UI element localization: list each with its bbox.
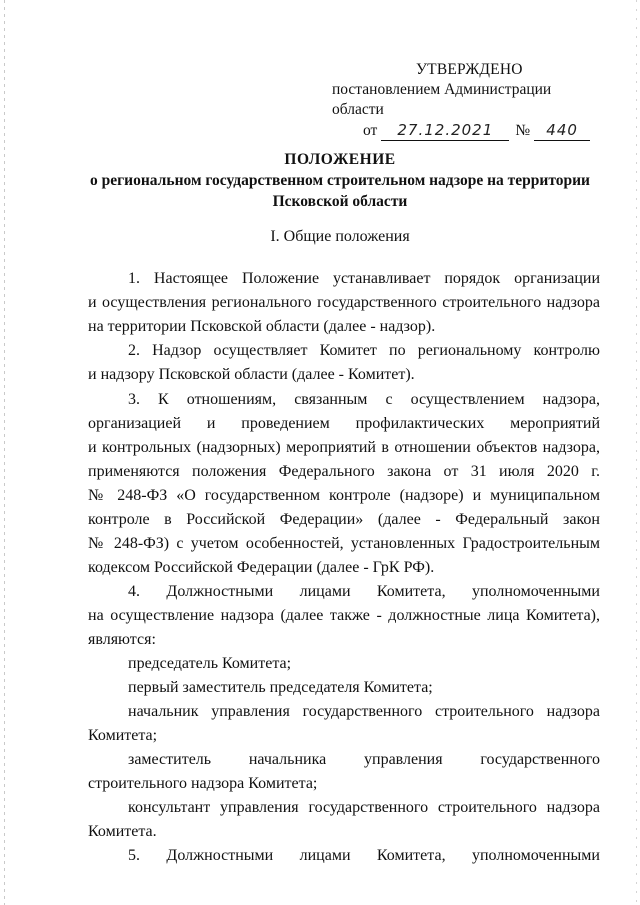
body-line: начальник управления государственного строительного надзора: [128, 703, 600, 720]
section-heading: I. Общие положения: [270, 228, 410, 245]
body-line: № 248-ФЗ) с учетом особенностей, установленных Градостроительным: [88, 535, 600, 552]
body-line: кодексом Российской Федерации (далее - ГрК РФ).: [88, 559, 435, 576]
body-line: контроле в Российской Федерации» (далее - Федеральный закон: [88, 511, 600, 528]
handwritten-date: 27.12.2021: [381, 120, 509, 141]
body-line: заместитель начальника управления государственного: [128, 751, 600, 768]
title-main: ПОЛОЖЕНИЕ: [284, 151, 396, 168]
body-line: и контрольных (надзорных) мероприятий в отношении объектов надзора,: [88, 439, 600, 456]
title-subtitle-line-2: Псковской области: [272, 193, 408, 210]
body-line: Комитета;: [88, 727, 158, 744]
body-line: консультант управления государственного строительного надзора: [128, 799, 600, 816]
document-title: [60, 149, 620, 212]
body-line: первый заместитель председателя Комитета;: [128, 679, 433, 696]
body-line: 4. Должностными лицами Комитета, уполномоченными: [128, 583, 600, 600]
number-prefix: №: [515, 122, 531, 139]
approval-date-line: [326, 120, 606, 141]
body-line: строительного надзора Комитета;: [88, 775, 318, 792]
body-line: и надзору Псковской области (далее - Комитет).: [88, 366, 415, 383]
approval-block: [326, 60, 606, 141]
body-line: Комитета.: [88, 823, 157, 840]
body-line: применяются положения Федерального закона от 31 июля 2020 г.: [88, 463, 600, 480]
body-line: 5. Должностными лицами Комитета, уполномоченными: [128, 847, 600, 864]
scan-edge-right: [636, 0, 637, 905]
approved-by: постановлением Администрации области: [332, 81, 552, 118]
body-line: 2. Надзор осуществляет Комитет по региональному контролю: [128, 342, 600, 359]
body-line: на территории Псковской области (далее - надзор).: [88, 318, 436, 335]
body-line: № 248-ФЗ «О государственном контроле (надзоре) и муниципальном: [88, 487, 600, 504]
handwritten-number: 440: [534, 120, 590, 141]
body-line: председатель Комитета;: [128, 655, 292, 672]
body-line: на осуществление надзора (далее также - должностные лица Комитета),: [88, 607, 600, 624]
body-line: 1. Настоящее Положение устанавливает порядок организации: [128, 270, 600, 287]
body-line: 3. К отношениям, связанным с осуществлением надзора,: [128, 391, 600, 408]
scan-edge-left: [4, 0, 5, 905]
body-line: являются:: [88, 631, 156, 648]
approved-label: УТВЕРЖДЕНО: [416, 61, 523, 78]
date-prefix: от: [363, 122, 378, 139]
body-line: организацией и проведением профилактических мероприятий: [88, 415, 600, 432]
title-subtitle-line-1: о региональном государственном строительном надзоре на территории: [90, 172, 590, 189]
body-line: и осуществления регионального государственного строительного надзора: [88, 294, 600, 311]
